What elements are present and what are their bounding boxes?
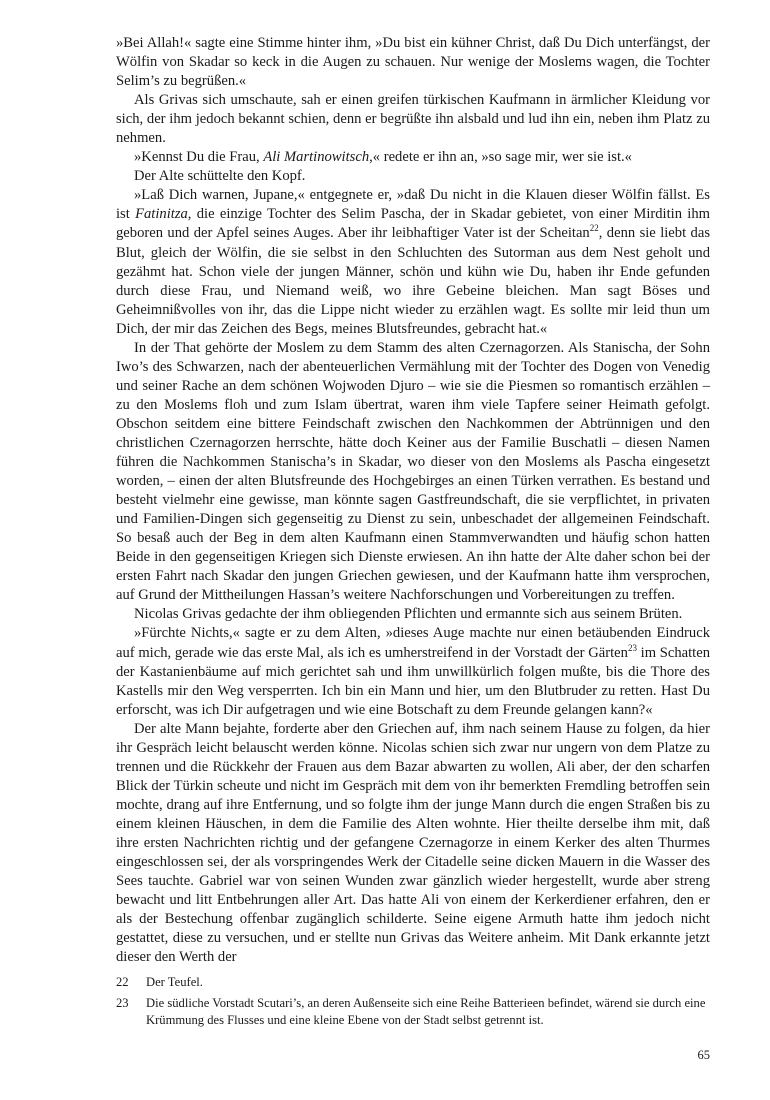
- footnote-ref-22[interactable]: 22: [589, 223, 599, 234]
- paragraph-6: In der That gehörte der Moslem zu dem Stamm des alten Czernagorzen. Als Stanischa, der Sohn Iwo’s des Schwarzen, nach der abenteuerlichen Vermählung mit der Tochter des Dogen von Venedig und seiner Rache an dem schönen Wojwoden Djuro – wie sie die Piesmen so romantisch erzählen – zu den Moslems floh und zum Islam übertrat, waren ihm viele Tapfere seiner Heimath gefolgt. Obschon seitdem eine bittere Feindschaft zwischen den Nachkommen der Abtrünnigen und den christlichen Czernagorzen herrschte, hätte doch Keiner aus der Familie Buschatli – diesen Namen führen die Nachkommen Stanischa’s in Skadar, wo dieser von den Moslems als Pascha eingesetzt worden, – einen der alten Blutsfreunde des Hochgebirges an einen Türken verrathen. Es bestand und besteht vielmehr eine gewisse, man könnte sagen Gastfreundschaft, die sie verpflichtet, in privaten und Familien-Dingen sich gegenseitig zu Dienst zu sein, unbeschadet der allgemeinen Feindschaft. So besaß auch der Beg in dem alten Kaufmann einen Stammverwandten und häufig schon hatten Beide in den gegenseitigen Kriegen sich Dienste erwiesen. An ihn hatte der Alte daher schon bei der ersten Fahrt nach Skadar den jungen Griechen gewiesen, und der Kaufmann hatte ihm versprochen, auf Grund der Mittheilungen Hassan’s weitere Nachforschungen und Vorbereitungen zu treffen.: [116, 339, 710, 604]
- p8-text-a: »Fürchte Nichts,« sagte er zu dem Alten, »dieses Auge machte nur einen betäubenden Eindruck auf mich, gerade wie das erste Mal, als ich es umherstreifend in der Vorstadt der Gärten: [116, 625, 710, 661]
- paragraph-5: [116, 186, 710, 338]
- main-text: [116, 34, 710, 967]
- paragraph-4: Der Alte schüttelte den Kopf.: [134, 168, 306, 185]
- p3-text-a: »Kennst Du die Frau,: [134, 149, 264, 166]
- paragraph-7: Nicolas Grivas gedachte der ihm obliegenden Pflichten und ermannte sich aus seinem Brüten.: [134, 606, 683, 623]
- footnote-ref-23[interactable]: 23: [627, 642, 637, 653]
- footnote-text: Der Teufel.: [146, 975, 203, 989]
- paragraph-1: »Bei Allah!« sagte eine Stimme hinter ihm, »Du bist ein kühner Christ, daß Du Dich unterfängst, der Wölfin von Skadar so keck in die Augen zu schauen. Nur wenige der Moslems wagen, die Tochter Selim’s zu begrüßen.«: [116, 35, 710, 90]
- paragraph-3: [116, 148, 710, 167]
- p5-name-fatinitza: Fatinitza: [135, 206, 188, 223]
- page-body: [116, 34, 710, 967]
- p5-text-a: »Laß Dich warnen, Jupane,« entgegnete er, »daß Du nicht in die Klauen dieser Wölfin fällst. Es ist: [116, 187, 710, 223]
- p3-text-b: ,« redete er ihn an, »so sage mir, wer sie ist.«: [369, 149, 632, 166]
- p8-text-b: im Schatten der Kastanienbäume auf mich gerichtet sah und ihm unwillkürlich folgen mußte, bis die Thore des Kastells mir den Weg versperrten. Ich bin ein Mann und hier, um den Blutbruder zu retten. Hast Du erforscht, was ich Dir aufgetragen und wie eine Botschaft zu dem Freunde gelangen kann?«: [116, 644, 710, 718]
- footnote-number: 23: [116, 996, 129, 1011]
- footnote-text: Die südliche Vorstadt Scutari’s, an deren Außenseite sich eine Reihe Batterieen befindet, wärend sie durch eine Krümmung des Flusses und eine kleine Ebene von der Stadt selbst getrennt ist.: [146, 996, 706, 1027]
- paragraph-2: Als Grivas sich umschaute, sah er einen greifen türkischen Kaufmann in ärmlicher Kleidung vor sich, der ihm jedoch bekannt schien, denn er begrüßte ihn alsbald und lud ihn ein, neben ihm Platz zu nehmen.: [116, 92, 710, 147]
- footnote-23: [116, 995, 710, 1028]
- paragraph-9: Der alte Mann bejahte, forderte aber den Griechen auf, ihm nach seinem Hause zu folgen, da hier ihr Gespräch leicht belauscht werden könne. Nicolas schien sich zwar nur ungern von dem Platze zu trennen und die Rückkehr der Frauen aus dem Bazar abwarten zu wollen, Ali aber, der den scharfen Blick der Türkin scheute und nicht im Gespräch mit dem von ihr bemerkten Fremdling betroffen sein mochte, drang auf ihre Entfernung, und so folgte ihm der junge Mann durch die engen Straßen bis zu einem kleinen Häuschen, in dem die Familie des Alten wohnte. Hier theilte derselbe ihm mit, daß ihre ersten Nachrichten richtig und der gefangene Czernagorze in einem Kerker des alten Thurmes eingeschlossen sei, der als vorspringendes Werk der Citadelle seine dicken Mauern in die Wasser des Sees tauchte. Gabriel war von seinen Wunden zwar gänzlich wieder hergestellt, wurde aber streng bewacht und litt Entbehrungen aller Art. Das hatte Ali von einem der Kerkerdiener erfahren, den er als der Bestechung offenbar zugänglich schilderte. Seine eigene Armuth hatte ihm jedoch nicht gestattet, diese zu versuchen, und er stellte nun Grivas das Weitere anheim. Mit Dank erkannte jetzt dieser den Werth der: [116, 720, 710, 966]
- p5-text-b: , die einzige Tochter des Selim Pascha, der in Skadar gebietet, von einer Mirditin ihm geboren und der Apfel seines Auges. Aber ihr leibhaftiger Vater ist der Scheitan: [116, 206, 711, 242]
- footnote-number: 22: [116, 975, 129, 989]
- page-number: 65: [697, 1048, 710, 1062]
- footnote-22: [116, 974, 710, 990]
- footnotes: [116, 974, 710, 1033]
- paragraph-8: [116, 624, 710, 719]
- p5-text-c: , denn sie liebt das Blut, gleich der Wölfin, die sie selbst in den Schluchten des Sutorman aus dem Nest geholt und gezähmt hat. Schon viele der jungen Männer, schön und kühn wie Du, haben ihr Ende gefunden durch diese Frau, und Niemand weiß, wo ihre Gebeine bleichen. Man sagt Böses und Geheimnißvolles von ihr, das die Lippe nicht wieder zu erzählen wagt. Es sollte mir leid thun um Dich, der mir das Zeichen des Begs, meines Blutsfreundes, gebracht hat.«: [116, 225, 710, 337]
- p3-name-ali: Ali Martinowitsch: [263, 149, 370, 166]
